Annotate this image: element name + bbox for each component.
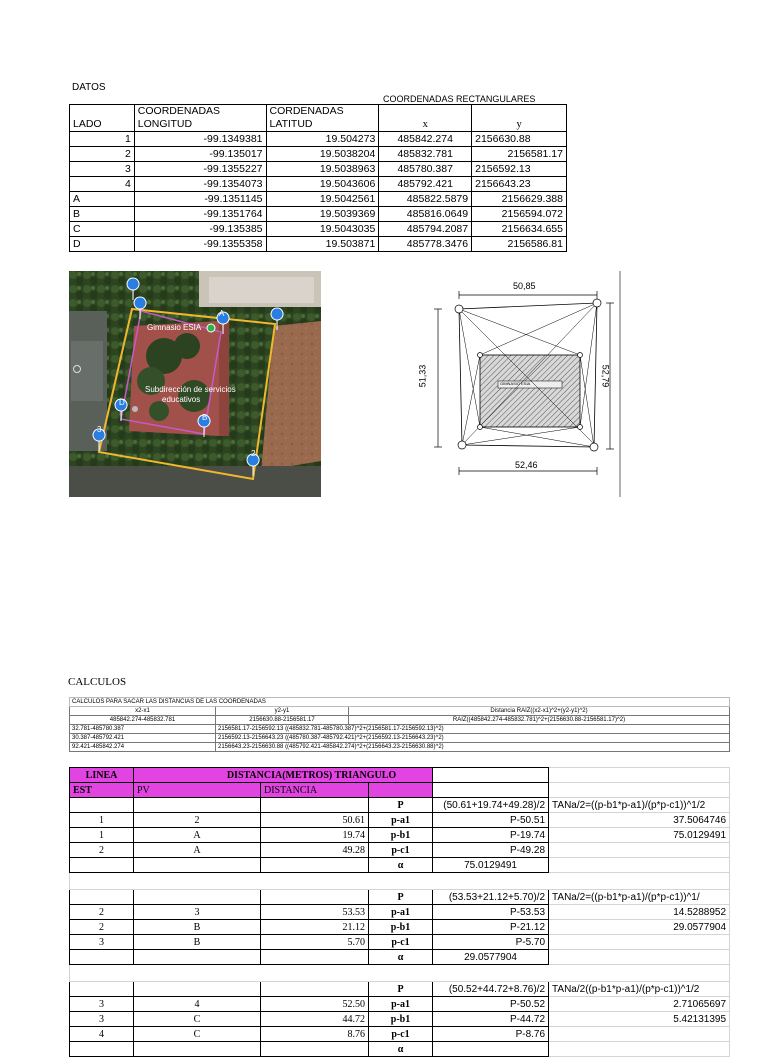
header-latitud: CORDENADAS LATITUD	[266, 105, 379, 132]
plan-right-dimension: 52,79	[600, 364, 611, 388]
alpha-label: α	[369, 950, 433, 965]
triangulo-table	[69, 767, 730, 1057]
cell-pv: B	[134, 920, 261, 935]
cell-pv: 3	[134, 905, 261, 920]
table-row	[70, 783, 730, 798]
cell-lado: A	[70, 192, 135, 207]
header-empty	[549, 768, 730, 783]
cell-value: P-49.28	[433, 843, 549, 858]
cell-lon: -99.135385	[134, 222, 266, 237]
cell-extra: 29.0577904	[549, 920, 730, 935]
plan-top-dimension: 50,85	[513, 281, 536, 291]
cell-extra: 2.71065697	[549, 997, 730, 1012]
cell-lado: C	[70, 222, 135, 237]
calc-cell: Distancia RAIZ((x2-x1)^2+(y2-y1)^2)	[349, 707, 730, 716]
cell-distancia: 49.28	[261, 843, 369, 858]
cell-extra: 5.42131395	[549, 1012, 730, 1027]
header-empty	[369, 783, 433, 798]
header-x: x	[379, 105, 472, 132]
cell-value: P-50.52	[433, 997, 549, 1012]
table-row	[70, 798, 730, 813]
cell-lat: 19.503871	[266, 237, 379, 252]
cell-est: 1	[70, 813, 134, 828]
cell-lat: 19.5038963	[266, 162, 379, 177]
cell-est: 4	[70, 1027, 134, 1042]
table-row	[70, 147, 567, 162]
header-empty	[433, 783, 549, 798]
cell-est: 2	[70, 843, 134, 858]
cell-est: 2	[70, 905, 134, 920]
tan-formula: TANa/2((p-b1*p-a1)/(p*p-c1))^1/2	[549, 982, 730, 997]
map-label-subdireccion: Subdirección de servicios	[145, 385, 236, 394]
calc-cell: y2-y1	[216, 707, 349, 716]
cell-label: p-c1	[369, 935, 433, 950]
alpha-value: 75.0129491	[433, 858, 549, 873]
cell-label: p-c1	[369, 1027, 433, 1042]
cell-lado: 2	[70, 147, 135, 162]
cell-extra: 75.0129491	[549, 828, 730, 843]
cell-label: p-a1	[369, 905, 433, 920]
table-row	[70, 207, 567, 222]
alpha-value: 29.0577904	[433, 950, 549, 965]
map-pin-label-a: A	[219, 309, 225, 318]
table-row	[70, 725, 730, 734]
cell-distancia: 50.61	[261, 813, 369, 828]
cell-x: 485832.781	[379, 147, 472, 162]
table-row	[70, 716, 730, 725]
plan-drawing	[414, 271, 622, 497]
header-empty	[549, 783, 730, 798]
tan-formula: TANa/2=((p-b1*p-a1)/(p*p-c1))^1/2	[549, 798, 730, 813]
satellite-map	[69, 271, 321, 497]
cell-pv: 4	[134, 997, 261, 1012]
cell-value: P-53.53	[433, 905, 549, 920]
header-linea: LINEA	[70, 768, 134, 783]
cell-x: 485822.5879	[379, 192, 472, 207]
cell-label: p-b1	[369, 1012, 433, 1027]
table-row	[70, 935, 730, 950]
cell-lat: 19.504273	[266, 132, 379, 147]
tan-formula: TANa/2=((p-b1*p-a1)/(p*p-c1))^1/	[549, 890, 730, 905]
cell-pv: A	[134, 828, 261, 843]
table-row	[70, 132, 567, 147]
calculos-table	[69, 697, 730, 752]
cell-distancia: 53.53	[261, 905, 369, 920]
cell-y: 2156634.655	[472, 222, 567, 237]
table-row	[70, 1042, 730, 1057]
plan-center-label: GIMNASIO ESIA	[500, 381, 531, 386]
cell-x: 485780.387	[379, 162, 472, 177]
cell-value: P-5.70	[433, 935, 549, 950]
table-row	[70, 858, 730, 873]
cell-value: P-21.12	[433, 920, 549, 935]
table-row	[70, 743, 730, 752]
cell-distancia: 52.50	[261, 997, 369, 1012]
table-row	[70, 813, 730, 828]
cell-lat: 19.5042561	[266, 192, 379, 207]
p-label: P	[369, 798, 433, 813]
table-row	[70, 162, 567, 177]
calc-cell: 2156592.13-2156643.23 ((485780.387-485792.421)^2+(2156592.13-2156643.23)^2)	[216, 734, 730, 743]
cell-value: P-19.74	[433, 828, 549, 843]
cell-lon: -99.1349381	[134, 132, 266, 147]
alpha-label: α	[369, 858, 433, 873]
cell-pv: C	[134, 1027, 261, 1042]
table-row	[70, 222, 567, 237]
map-pin-label-b: B	[202, 413, 208, 422]
header-lado: LADO	[70, 105, 135, 132]
calc-cell: 92.421-485842.274	[70, 743, 216, 752]
cell-lado: B	[70, 207, 135, 222]
map-label-subdireccion-2: educativos	[162, 395, 201, 404]
header-distancia-triangulo: DISTANCIA(METROS) TRIANGULO	[134, 768, 433, 783]
cell-x: 485842.274	[379, 132, 472, 147]
cell-lon: -99.1355227	[134, 162, 266, 177]
table-row	[70, 698, 730, 707]
cell-lat: 19.5043606	[266, 177, 379, 192]
calc-cell: 32.781-485780.387	[70, 725, 216, 734]
cell-value: P-50.51	[433, 813, 549, 828]
map-label-gym: Gimnasio ESIA	[147, 323, 202, 332]
cell-x: 485794.2087	[379, 222, 472, 237]
cell-lon: -99.1354073	[134, 177, 266, 192]
satellite-map-svg	[69, 271, 321, 497]
cell-x: 485816.0649	[379, 207, 472, 222]
cell-est: 1	[70, 828, 134, 843]
cell-distancia: 19.74	[261, 828, 369, 843]
table-row	[70, 890, 730, 905]
cell-x: 485792.421	[379, 177, 472, 192]
cell-y: 2156581.17	[472, 147, 567, 162]
calc-cell: 2156581.17-2156592.13 ((485832.781-485780.387)^2+(2156581.17-2156592.13)^2)	[216, 725, 730, 734]
cell-value: P-8.76	[433, 1027, 549, 1042]
cell-pv: 2	[134, 813, 261, 828]
calc-cell: 2156643.23-2156630.88 ((485792.421-485842.274)^2+(2156643.23-2156630.88)^2)	[216, 743, 730, 752]
cell-est: 2	[70, 920, 134, 935]
p-formula: (53.53+21.12+5.70)/2	[433, 890, 549, 905]
alpha-label: α	[369, 1042, 433, 1057]
cell-est: 3	[70, 935, 134, 950]
cell-label: p-c1	[369, 843, 433, 858]
datos-table	[69, 104, 567, 252]
table-row	[70, 997, 730, 1012]
rect-coords-title: COORDENADAS RECTANGULARES	[383, 94, 536, 104]
cell-lon: -99.1351145	[134, 192, 266, 207]
cell-lat: 19.5038204	[266, 147, 379, 162]
cell-y: 2156586.81	[472, 237, 567, 252]
p-label: P	[369, 890, 433, 905]
cell-y: 2156630.88	[472, 132, 567, 147]
cell-extra: 37.5064746	[549, 813, 730, 828]
table-row	[70, 237, 567, 252]
datos-header-row	[70, 105, 567, 132]
table-row	[70, 950, 730, 965]
table-row	[70, 843, 730, 858]
cell-extra: 14.5288952	[549, 905, 730, 920]
cell-distancia: 8.76	[261, 1027, 369, 1042]
cell-label: p-b1	[369, 828, 433, 843]
plan-left-dimension: 51,33	[417, 364, 428, 388]
calc-cell: 30.387-485792.421	[70, 734, 216, 743]
cell-lado: D	[70, 237, 135, 252]
p-formula: (50.61+19.74+49.28)/2	[433, 798, 549, 813]
datos-title: DATOS	[72, 82, 106, 93]
cell-pv: B	[134, 935, 261, 950]
cell-x: 485778.3476	[379, 237, 472, 252]
table-row	[70, 905, 730, 920]
cell-lado: 4	[70, 177, 135, 192]
header-y: y	[472, 105, 567, 132]
cell-lat: 19.5043035	[266, 222, 379, 237]
map-pin-label-d: D	[119, 398, 125, 407]
cell-label: p-a1	[369, 997, 433, 1012]
map-pin-label-2: 2	[251, 449, 256, 458]
cell-y: 2156594.072	[472, 207, 567, 222]
table-row	[70, 707, 730, 716]
cell-label: p-b1	[369, 920, 433, 935]
calculos-title: CALCULOS	[68, 676, 127, 688]
cell-y: 2156592.13	[472, 162, 567, 177]
calc-cell: 2156630.88-2156581.17	[216, 716, 349, 725]
p-formula: (50.52+44.72+8.76)/2	[433, 982, 549, 997]
cell-pv: A	[134, 843, 261, 858]
cell-label: p-a1	[369, 813, 433, 828]
header-longitud: COORDENADAS LONGITUD	[134, 105, 266, 132]
p-label: P	[369, 982, 433, 997]
header-pv: PV	[134, 783, 261, 798]
table-row	[70, 920, 730, 935]
cell-est: 3	[70, 1012, 134, 1027]
table-row	[70, 828, 730, 843]
cell-distancia: 21.12	[261, 920, 369, 935]
plan-bottom-dimension: 52,46	[515, 460, 538, 470]
cell-lon: -99.1355358	[134, 237, 266, 252]
header-empty	[433, 768, 549, 783]
cell-lon: -99.1351764	[134, 207, 266, 222]
cell-y: 2156629.388	[472, 192, 567, 207]
table-row	[70, 982, 730, 997]
cell-y: 2156643.23	[472, 177, 567, 192]
cell-lon: -99.135017	[134, 147, 266, 162]
table-row	[70, 734, 730, 743]
cell-est: 3	[70, 997, 134, 1012]
alpha-value	[433, 1042, 549, 1057]
cell-distancia: 5.70	[261, 935, 369, 950]
cell-value: P-44.72	[433, 1012, 549, 1027]
table-row	[70, 192, 567, 207]
cell-distancia: 44.72	[261, 1012, 369, 1027]
table-row	[70, 1012, 730, 1027]
calculos-subtitle: CALCULOS PARA SACAR LAS DISTANCIAS DE LAS COORDENADAS	[70, 698, 730, 707]
calc-cell: x2-x1	[70, 707, 216, 716]
header-est: EST	[70, 783, 134, 798]
cell-lado: 3	[70, 162, 135, 177]
table-row	[70, 768, 730, 783]
map-pin-label-3: 3	[97, 425, 102, 434]
table-row	[70, 177, 567, 192]
cell-lado: 1	[70, 132, 135, 147]
header-distancia: DISTANCIA	[261, 783, 369, 798]
table-row	[70, 1027, 730, 1042]
cell-pv: C	[134, 1012, 261, 1027]
cell-lat: 19.5039369	[266, 207, 379, 222]
calc-cell: RAIZ((485842.274-485832.781)^2+(2156630.88-2156581.17)^2)	[349, 716, 730, 725]
calc-cell: 485842.274-485832.781	[70, 716, 216, 725]
